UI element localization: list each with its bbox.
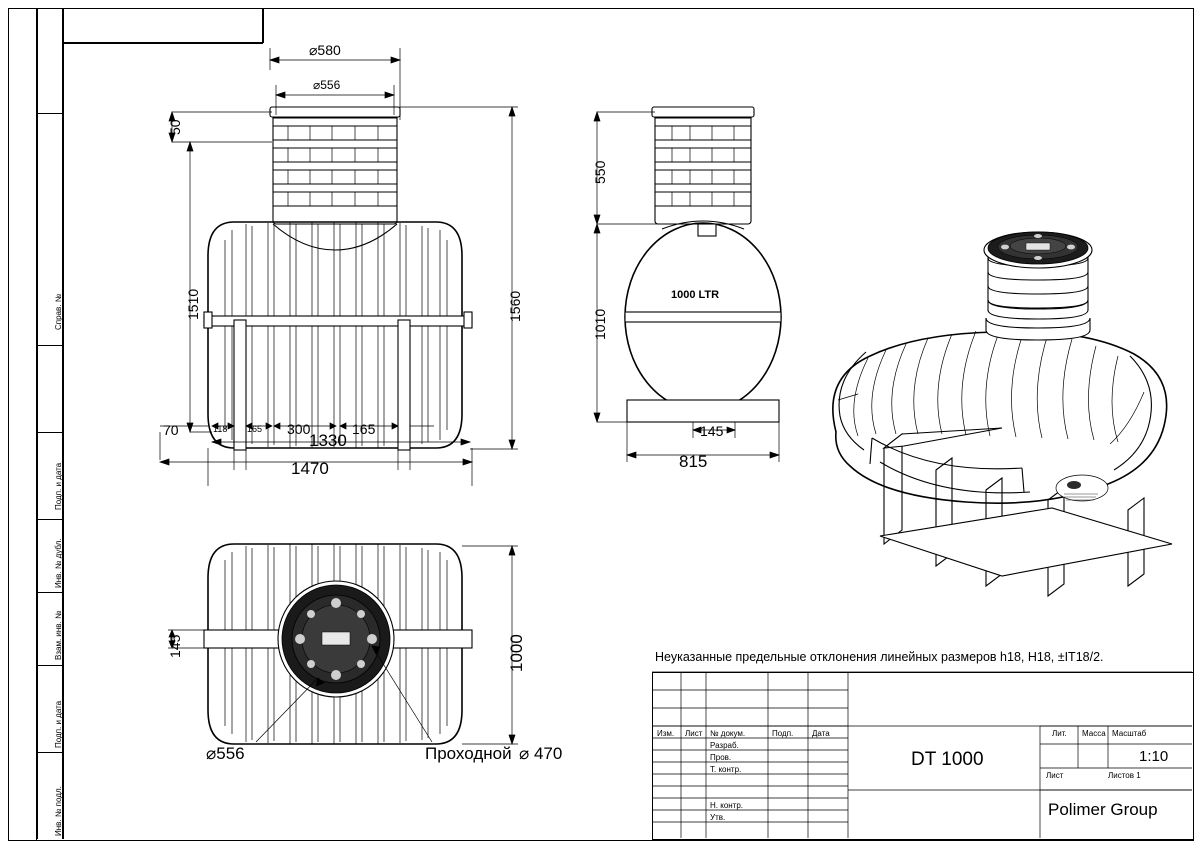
company-name: Polimer Group [1048, 800, 1158, 819]
tolerance-note: Неуказанные предельные отклонения линейных размеров h18, H18, ±IT18/2. [655, 650, 1104, 664]
side-dim-height-body: 1510 [185, 288, 201, 320]
side-dim-foot-3: 300 [287, 421, 311, 437]
side-dim-foot-1: 118 [213, 424, 228, 434]
tb-col-podp: Подп. [772, 729, 794, 738]
top-dim-manhole: ⌀ 470 [519, 744, 563, 763]
side-dim-top-outer: ⌀580 [309, 42, 341, 58]
tb-mass-label: Масса [1082, 729, 1106, 738]
side-dim-top-inner: ⌀556 [313, 78, 341, 92]
side-dim-left-margin: 70 [163, 422, 179, 438]
top-dim-hatch: ⌀556 [206, 744, 245, 763]
side-dim-width-inner: 1330 [309, 431, 347, 450]
margin-label-inv-dubl: Инв. № дубл. [54, 538, 63, 588]
front-dim-neck-height: 550 [592, 160, 608, 184]
tb-col-izm: Изм. [657, 729, 675, 738]
tb-row-prov: Пров. [710, 753, 732, 762]
tb-row-nkontr: Н. контр. [710, 801, 744, 810]
tb-lit-label: Лит. [1052, 729, 1067, 738]
side-dim-neck-offset: 50 [167, 119, 183, 135]
margin-label-podp-1: Подп. и дата [54, 462, 63, 510]
drawing-title: DT 1000 [911, 749, 984, 770]
front-dim-total-width: 815 [679, 452, 708, 471]
side-dim-foot-2: 165 [247, 424, 263, 434]
margin-label-sprav: Справ. № [54, 293, 63, 330]
side-dim-width-outer: 1470 [291, 459, 329, 478]
tb-scale-value: 1:10 [1139, 748, 1169, 765]
tb-row-razrab: Разраб. [710, 741, 739, 750]
top-dim-foot: 145 [167, 634, 183, 658]
tb-scale-label: Масштаб [1112, 729, 1147, 738]
tb-sheets-label: Листов 1 [1108, 771, 1141, 780]
tb-col-dokum: № докум. [710, 729, 746, 738]
front-dim-body-height: 1010 [592, 308, 608, 340]
tb-col-data: Дата [812, 729, 830, 738]
front-dim-foot-width: 145 [700, 423, 724, 439]
tb-col-list: Лист [685, 729, 703, 738]
top-label-manhole: Проходной [425, 744, 512, 763]
tb-row-utv: Утв. [710, 813, 726, 822]
tb-row-tkontr: Т. контр. [710, 765, 742, 774]
margin-label-podp-2: Подп. и дата [54, 700, 63, 748]
margin-label-vzam: Взам. инв. № [54, 610, 63, 660]
tank-capacity-label: 1000 LTR [671, 289, 720, 301]
side-dim-height-total: 1560 [507, 290, 523, 322]
top-dim-depth: 1000 [507, 634, 526, 672]
margin-label-inv-podl: Инв. № подл. [54, 786, 63, 836]
side-dim-foot-4: 165 [352, 421, 376, 437]
tb-sheet-label: Лист [1046, 771, 1064, 780]
